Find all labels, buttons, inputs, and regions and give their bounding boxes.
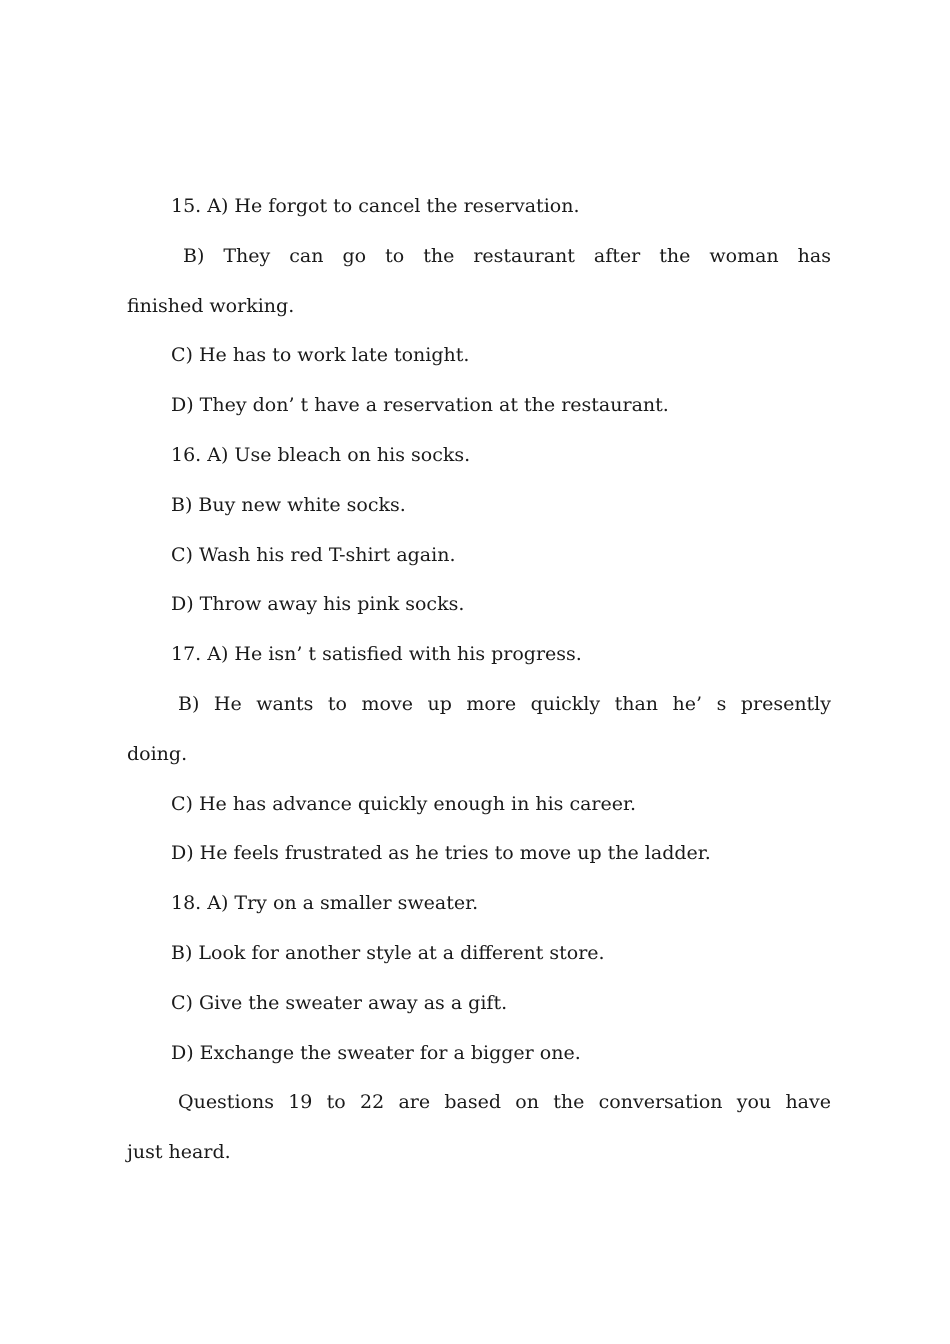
question-16-option-a: 16. A) Use bleach on his socks. [171, 443, 471, 466]
question-17-option-d: D) He feels frustrated as he tries to move up the ladder. [171, 842, 711, 865]
question-16-option-b: B) Buy new white socks. [171, 493, 406, 516]
question-17-option-c: C) He has advance quickly enough in his career. [171, 792, 637, 815]
question-15-option-b: B) They can go to the restaurant after the woman has [183, 244, 831, 267]
question-17-option-b-continued: doing. [127, 742, 188, 765]
question-text-block [127, 191, 831, 1187]
question-16-option-d: D) Throw away his pink socks. [171, 593, 465, 616]
question-18-option-a: 18. A) Try on a smaller sweater. [171, 892, 479, 915]
question-16-option-c: C) Wash his red T-shirt again. [171, 543, 456, 566]
question-18-option-c: C) Give the sweater away as a gift. [171, 991, 508, 1014]
section-instruction-continued: just heard. [127, 1141, 231, 1164]
question-15-option-d: D) They don’ t have a reservation at the restaurant. [171, 394, 669, 417]
question-18-option-d: D) Exchange the sweater for a bigger one. [171, 1041, 581, 1064]
question-17-option-b: B) He wants to move up more quickly than he’ s presently [178, 692, 831, 715]
question-15-option-b-continued: finished working. [127, 294, 295, 317]
question-15-option-a: 15. A) He forgot to cancel the reservation. [171, 195, 580, 217]
question-17-option-a: 17. A) He isn’ t satisfied with his progress. [171, 643, 582, 666]
question-18-option-b: B) Look for another style at a different store. [171, 941, 605, 964]
question-15-option-c: C) He has to work late tonight. [171, 344, 470, 367]
section-instruction: Questions 19 to 22 are based on the conversation you have [178, 1091, 831, 1114]
